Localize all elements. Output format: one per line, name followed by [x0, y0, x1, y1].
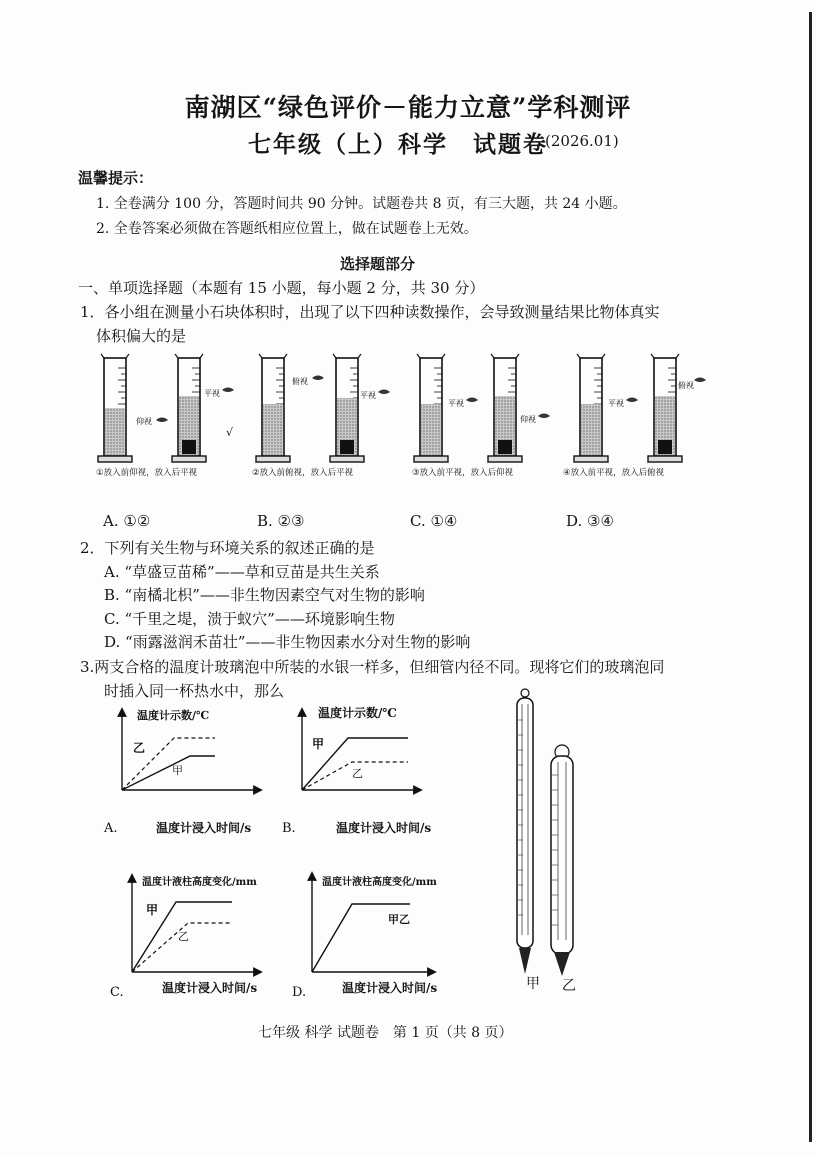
eye-icon — [538, 414, 550, 419]
q3-graph-b — [282, 705, 431, 836]
q1-option-a[interactable]: A. ①② — [103, 512, 151, 530]
q3-a-xlabel: 温度计浸入时间/s — [156, 821, 252, 835]
q2-option-a[interactable]: A. “草盛豆苗稀”——草和豆苗是共生关系 — [104, 563, 380, 581]
q1-option-d[interactable]: D. ③④ — [566, 512, 614, 530]
q3-d-label-1: 甲乙 — [388, 913, 410, 926]
q3-stem-line2: 时插入同一杯热水中，那么 — [104, 682, 285, 700]
notice-item-1: 1. 全卷满分 100 分，答题时间共 90 分钟。试题卷共 8 页，有三大题，共 24 小题。 — [96, 196, 627, 212]
eye-icon — [466, 398, 478, 403]
view-label-level: 平视 — [204, 389, 220, 398]
q1-figure-1 — [98, 354, 234, 462]
thermometer-label-yi: 乙 — [562, 978, 576, 994]
page-title: 南湖区“绿色评价－能力立意”学科测评 — [184, 93, 632, 122]
q1-caption-1: ①放入前仰视，放入后平视 — [96, 468, 198, 478]
q3-b-label-2: 乙 — [352, 767, 363, 780]
q1-stem-line2: 体积偏大的是 — [96, 327, 187, 345]
view-label-level: 平视 — [608, 399, 624, 408]
eye-icon — [378, 390, 390, 395]
eye-icon — [156, 418, 168, 423]
q3-a-curve-jia — [122, 756, 215, 790]
q3-a-ylabel: 温度计示数/℃ — [137, 709, 210, 722]
q3-figures — [0, 690, 816, 1010]
view-label-level: 平视 — [360, 391, 376, 400]
q3-b-xlabel: 温度计浸入时间/s — [336, 821, 432, 835]
view-label-level: 平视 — [448, 399, 464, 408]
q1-cylinder-figures — [0, 350, 816, 480]
q1-stem-line1: 1．各小组在测量小石块体积时，出现了以下四种读数操作，会导致测量结果比物体真实 — [80, 303, 660, 321]
q3-graph-a — [103, 708, 258, 836]
q2-option-d[interactable]: D. “雨露滋润禾苗壮”——非生物因素水分对生物的影响 — [104, 633, 471, 651]
q1-figure-3 — [414, 354, 550, 462]
q3-d-ylabel: 温度计液柱高度变化/mm — [322, 877, 437, 888]
q3-c-letter: C. — [110, 985, 124, 1000]
eye-icon — [626, 398, 638, 403]
view-label-down: 俯视 — [292, 377, 308, 386]
view-label-up: 仰视 — [136, 417, 152, 426]
q3-b-letter: B. — [282, 821, 296, 836]
eye-icon — [694, 378, 706, 383]
q1-option-c[interactable]: C. ①④ — [410, 512, 458, 530]
q1-figure-2 — [256, 354, 390, 462]
q3-c-xlabel: 温度计浸入时间/s — [162, 981, 258, 995]
eye-icon — [222, 388, 234, 393]
q3-d-xlabel: 温度计浸入时间/s — [342, 981, 438, 995]
q1-caption-2: ②放入前俯视，放入后平视 — [252, 468, 354, 478]
view-label-up: 仰视 — [520, 415, 536, 424]
q2-option-c[interactable]: C. “千里之堤，溃于蚁穴”——环境影响生物 — [104, 610, 395, 628]
section-part-heading: 一、单项选择题（本题有 15 小题，每小题 2 分，共 30 分） — [78, 279, 485, 297]
q3-b-label-1: 甲 — [312, 737, 325, 751]
notice-heading: 温馨提示： — [78, 169, 154, 187]
check-mark: √ — [226, 426, 234, 439]
page-subtitle: 七年级（上）科学 试题卷 — [248, 131, 548, 158]
q3-b-ylabel: 温度计示数/℃ — [318, 706, 397, 720]
exam-date: (2026.01) — [545, 132, 619, 150]
thermometer-yi — [551, 745, 576, 994]
q3-c-label-2: 乙 — [178, 930, 189, 943]
q3-a-letter: A. — [104, 821, 118, 836]
q3-stem-line1: 3.两支合格的温度计玻璃泡中所装的水银一样多，但细管内径不同。现将它们的玻璃泡同 — [80, 658, 665, 676]
q2-option-b[interactable]: B. “南橘北枳”——非生物因素空气对生物的影响 — [104, 586, 425, 604]
q3-c-label-1: 甲 — [146, 903, 159, 917]
q1-caption-3: ③放入前平视，放入后仰视 — [412, 468, 514, 478]
notice-item-2: 2. 全卷答案必须做在答题纸相应位置上，做在试题卷上无效。 — [96, 221, 478, 237]
q2-stem: 2．下列有关生物与环境关系的叙述正确的是 — [80, 539, 375, 557]
q3-graph-c — [110, 875, 258, 1000]
page-footer: 七年级 科学 试题卷 第 1 页（共 8 页） — [258, 1025, 513, 1041]
q1-figure-4 — [574, 354, 706, 462]
eye-icon — [312, 376, 324, 381]
q3-d-letter: D. — [292, 985, 307, 1000]
section-title: 选择题部分 — [340, 255, 416, 273]
q3-graph-d — [292, 875, 437, 1000]
q3-c-ylabel: 温度计液柱高度变化/mm — [142, 877, 257, 888]
view-label-down: 俯视 — [678, 381, 694, 390]
q3-a-label-2: 甲 — [172, 764, 183, 777]
thermometer-jia — [517, 689, 540, 992]
q1-caption-4: ④放入前平视，放入后俯视 — [563, 468, 665, 478]
q3-a-label-1: 乙 — [133, 741, 146, 755]
thermometer-label-jia: 甲 — [526, 976, 540, 992]
q1-option-b[interactable]: B. ②③ — [257, 512, 305, 530]
